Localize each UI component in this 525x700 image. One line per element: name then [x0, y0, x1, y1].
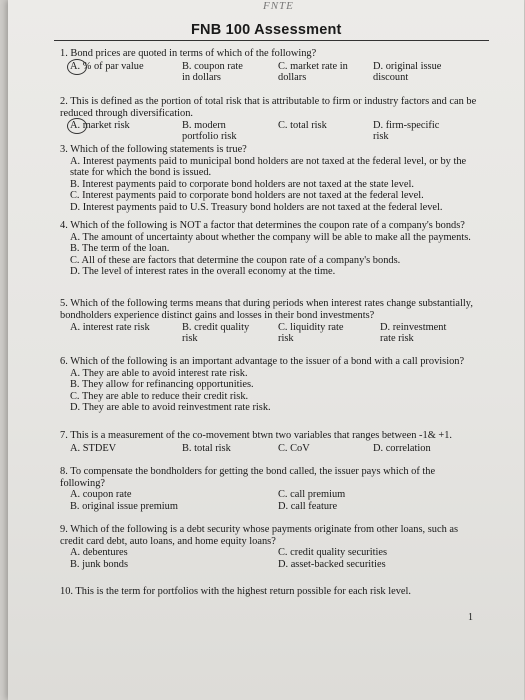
question-7	[60, 430, 490, 455]
question-8	[60, 466, 460, 513]
exam-paper	[8, 0, 524, 700]
option-d[interactable]: D. firm-specific risk	[373, 120, 440, 143]
option-c[interactable]: C. All of these are factors that determine the coupon rate of a company's bonds.	[70, 254, 401, 266]
question-4	[60, 220, 480, 278]
answer-circle-mark	[67, 59, 87, 75]
option-b[interactable]: B. junk bonds	[70, 559, 129, 571]
question-stem: 2. This is defined as the portion of total risk that is attributable to firm or industry factors and can be reduced through diversification.	[60, 96, 477, 119]
option-c[interactable]: C. call premium	[278, 489, 346, 501]
option-c[interactable]: C. CoV	[278, 442, 310, 454]
option-a[interactable]: A. Interest payments paid to municipal bond holders are not taxed at the federal level, or by the state for which the bond is issued.	[70, 155, 467, 179]
option-c[interactable]: C. liquidity rate risk	[278, 322, 344, 345]
question-6	[60, 356, 480, 414]
question-9	[60, 524, 480, 571]
option-c[interactable]: C. total risk	[278, 120, 327, 132]
option-a[interactable]: A. debentures	[70, 547, 128, 559]
option-c[interactable]: C. market rate in dollars	[278, 60, 348, 83]
question-2	[60, 96, 480, 144]
option-a[interactable]: A. market risk	[70, 120, 130, 132]
option-a[interactable]: A. They are able to avoid interest rate risk.	[70, 367, 248, 379]
option-a[interactable]: A. STDEV	[70, 442, 117, 454]
option-b[interactable]: B. The term of the loan.	[70, 243, 170, 255]
question-5	[60, 298, 480, 346]
option-b[interactable]: B. modern portfolio risk	[182, 120, 237, 143]
option-d[interactable]: D. reinvestment rate risk	[380, 322, 447, 345]
option-d[interactable]: D. original issue discount	[373, 60, 442, 83]
option-a[interactable]: A. coupon rate	[70, 489, 132, 501]
option-d[interactable]: D. Interest payments paid to U.S. Treasury bond holders are not taxed at the federal level.	[70, 201, 443, 213]
page-number: 1	[468, 612, 473, 623]
question-stem: 3. Which of the following statements is true?	[60, 144, 247, 155]
option-d[interactable]: D. They are able to avoid reinvestment rate risk.	[70, 402, 271, 414]
option-c[interactable]: C. They are able to reduce their credit risk.	[70, 390, 249, 402]
option-d[interactable]: D. The level of interest rates in the overall economy at the time.	[70, 266, 336, 278]
option-d[interactable]: D. correlation	[373, 442, 431, 454]
page-title: FNB 100 Assessment	[191, 22, 342, 38]
option-b[interactable]: B. coupon rate in dollars	[182, 60, 243, 83]
handwritten-scribble: FNTE	[263, 0, 294, 12]
question-stem: 6. Which of the following is an important advantage to the issuer of a bond with a call provision?	[60, 356, 465, 367]
option-b[interactable]: B. original issue premium	[70, 501, 178, 513]
question-stem: 5. Which of the following terms means that during periods when interest rates change substantially, bondholders experience distinct gains and losses in their bond investments?	[60, 298, 473, 321]
option-b[interactable]: B. total risk	[182, 442, 231, 454]
option-a[interactable]: A. % of par value	[70, 60, 144, 72]
option-d[interactable]: D. asset-backed securities	[278, 559, 386, 571]
option-b[interactable]: B. They allow for refinancing opportunities.	[70, 379, 254, 391]
answer-circle-mark	[67, 118, 87, 134]
question-10	[60, 586, 480, 598]
option-c[interactable]: C. credit quality securities	[278, 547, 388, 559]
question-stem: 1. Bond prices are quoted in terms of which of the following?	[60, 48, 317, 59]
question-stem: 4. Which of the following is NOT a factor that determines the coupon rate of a company's bonds?	[60, 220, 465, 231]
title-rule	[54, 40, 489, 41]
option-b[interactable]: B. credit quality risk	[182, 322, 250, 345]
question-stem: 10. This is the term for portfolios with the highest return possible for each risk level.	[60, 586, 411, 597]
option-a[interactable]: A. The amount of uncertainty about whether the company will be able to make all the payments.	[70, 231, 471, 243]
option-d[interactable]: D. call feature	[278, 501, 338, 513]
option-b[interactable]: B. Interest payments paid to corporate bond holders are not taxed at the state level.	[70, 178, 414, 190]
option-a[interactable]: A. interest rate risk	[70, 322, 150, 334]
question-1	[60, 48, 480, 85]
question-3	[60, 144, 480, 214]
question-stem: 8. To compensate the bondholders for getting the bond called, the issuer pays which of the following?	[60, 466, 436, 489]
question-stem: 7. This is a measurement of the co-movement btwn two variables that ranges between -1& +1.	[60, 430, 453, 441]
question-stem: 9. Which of the following is a debt security whose payments originate from other loans, such as credit card debt, auto loans, and home equity loans?	[60, 524, 459, 547]
option-c[interactable]: C. Interest payments paid to corporate bond holders are not taxed at the federal level.	[70, 190, 424, 202]
